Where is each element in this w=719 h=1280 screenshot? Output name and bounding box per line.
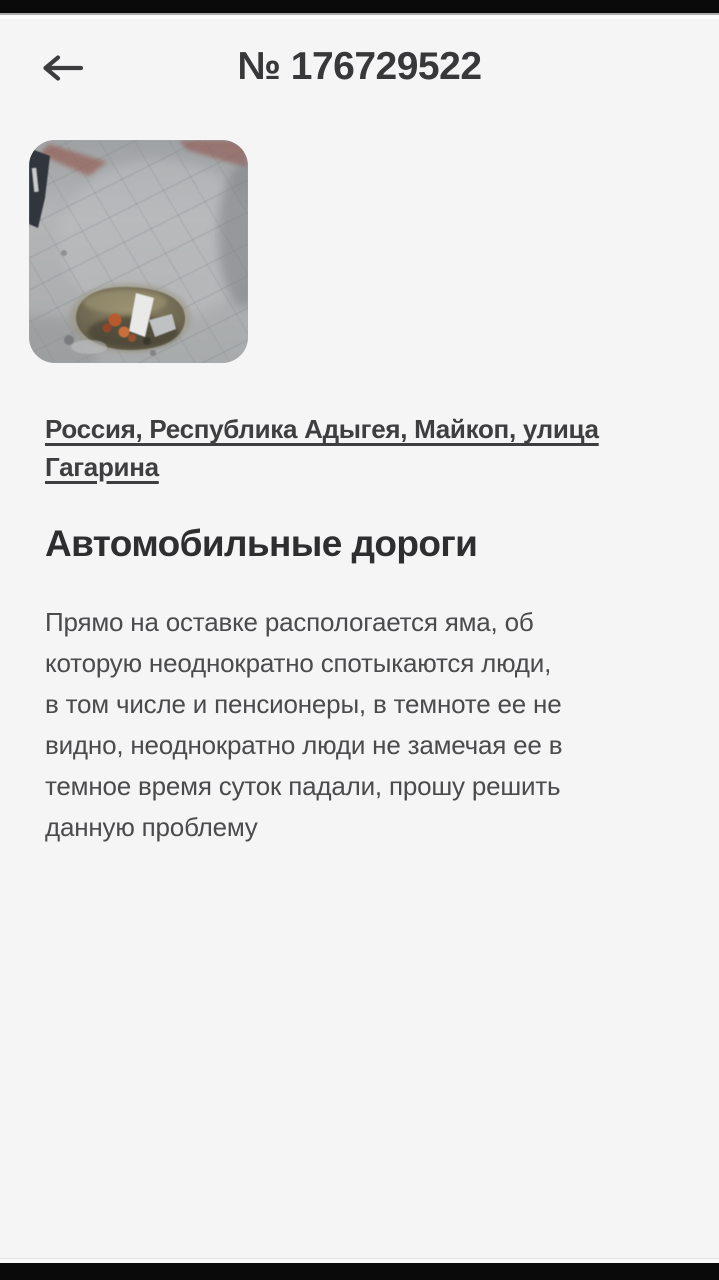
address-line-2: Гагарина [45,451,159,482]
top-bar-light-strip [0,15,719,19]
description-line: которую неоднократно спотыкаются люди, [45,648,552,678]
report-address-link[interactable] [45,411,645,486]
orange-debris [109,314,122,327]
page-title: № 176729522 [237,45,482,88]
pothole-photo-illustration [29,140,248,363]
report-category-heading: Автомобильные дороги [45,523,478,564]
description-line: темное время суток падали, прошу решить [45,771,561,801]
device-top-bar [0,0,719,13]
description-line: в том числе и пенсионеры, в темноте ее не [45,689,562,719]
device-bottom-bar [0,1263,719,1280]
address-line-1: Россия, Республика Адыгея, Майкоп, улица [45,414,599,444]
description-line: данную проблему [45,812,258,842]
report-photo-thumbnail[interactable] [29,140,248,363]
report-description [45,602,645,848]
description-line: видно, неоднократно люди не замечая ее в [45,730,563,760]
description-line: Прямо на оставке распологается яма, об [45,607,534,637]
